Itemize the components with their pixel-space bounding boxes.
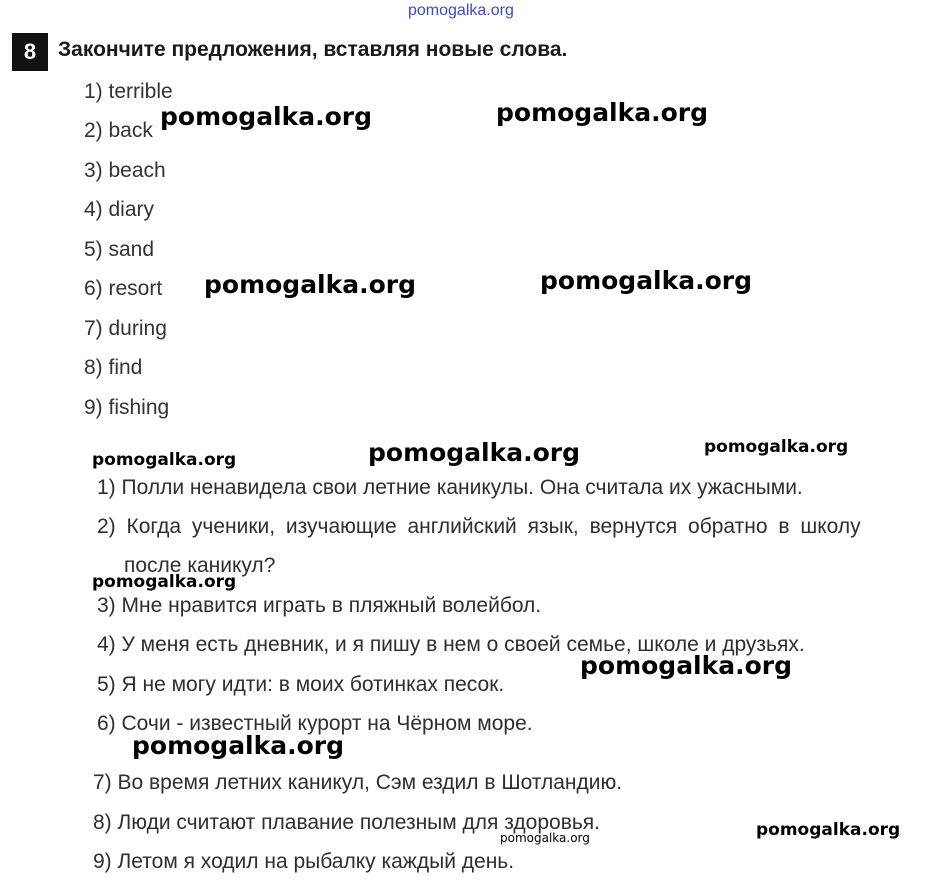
watermark: pomogalka.org	[500, 831, 590, 845]
word-item: 7) during	[84, 317, 167, 340]
word-item: 3) beach	[84, 159, 166, 182]
watermark: pomogalka.org	[132, 731, 345, 760]
sentence-item: 1) Полли ненавидела свои летние каникулы. Она считала их ужасными.	[97, 476, 803, 499]
word-item: 2) back	[84, 119, 153, 142]
watermark: pomogalka.org	[704, 437, 849, 457]
watermark: pomogalka.org	[204, 270, 417, 299]
sentence-item: 5) Я не могу идти: в моих ботинках песок.	[97, 673, 505, 696]
exercise-instruction: Закончите предложения, вставляя новые слова.	[58, 38, 568, 61]
word-item: 5) sand	[84, 238, 155, 261]
sentence-item: 8) Люди считают плавание полезным для здоровья.	[93, 811, 601, 834]
site-header-mark: pomogalka.org	[408, 2, 514, 19]
watermark: pomogalka.org	[92, 450, 237, 470]
watermark: pomogalka.org	[160, 102, 373, 131]
word-item: 9) fishing	[84, 396, 170, 419]
sentence-item: 2) Когда ученики, изучающие английский язык, вернутся обратно в школу	[97, 515, 861, 538]
exercise-number-badge: 8	[12, 33, 48, 71]
sentence-continuation: после каникул?	[124, 554, 276, 577]
word-item: 1) terrible	[84, 80, 173, 103]
sentence-item: 6) Сочи - известный курорт на Чёрном море.	[97, 712, 533, 735]
watermark: pomogalka.org	[92, 572, 237, 592]
sentence-item: 4) У меня есть дневник, и я пишу в нем о своей семье, школе и друзьях.	[97, 633, 805, 656]
watermark: pomogalka.org	[496, 98, 709, 127]
sentence-item: 3) Мне нравится играть в пляжный волейбол.	[97, 594, 542, 617]
watermark: pomogalka.org	[580, 651, 793, 680]
watermark: pomogalka.org	[756, 820, 901, 840]
word-item: 8) find	[84, 356, 143, 379]
word-item: 4) diary	[84, 198, 155, 221]
word-item: 6) resort	[84, 277, 163, 300]
watermark: pomogalka.org	[540, 266, 753, 295]
sentence-item: 9) Летом я ходил на рыбалку каждый день.	[93, 850, 515, 873]
sentence-item: 7) Во время летних каникул, Сэм ездил в Шотландию.	[93, 771, 623, 794]
watermark: pomogalka.org	[368, 438, 581, 467]
